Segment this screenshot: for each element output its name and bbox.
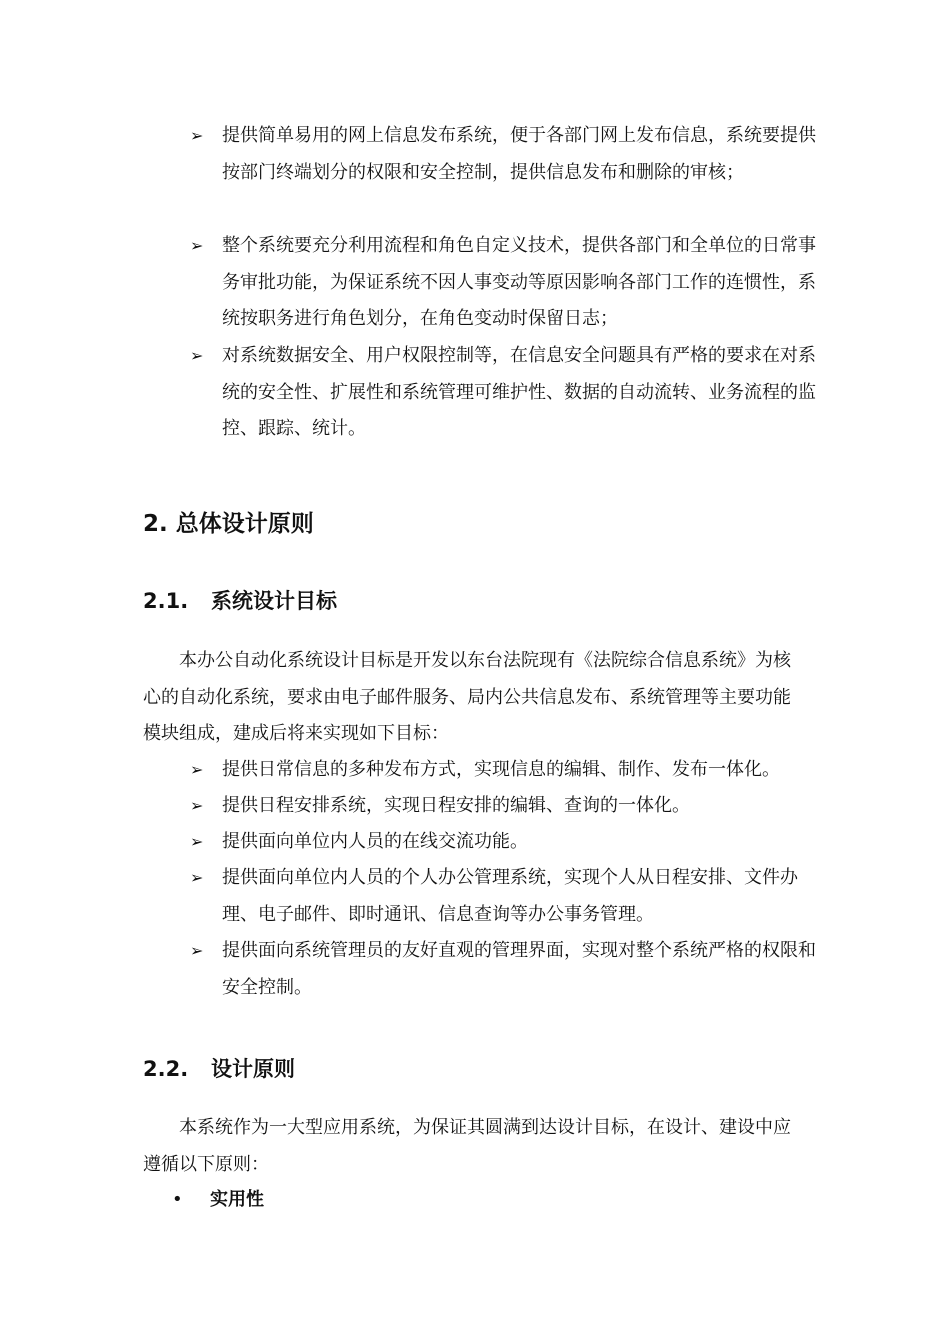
section-number: 2. [143,511,168,537]
list-item-text: 提供简单易用的网上信息发布系统，便于各部门网上发布信息，系统要提供按部门终端划分的权限和安全控制，提供信息发布和删除的审核； [222,125,816,183]
arrow-bullet-icon: ➢ [190,832,204,851]
subsection-title: 设计原则 [211,1057,295,1081]
list-item [190,933,820,1006]
arrow-bullet-icon: ➢ [190,796,204,815]
list-item [190,338,820,448]
list-item-text: 提供日常信息的多种发布方式，实现信息的编辑、制作、发布一体化。 [222,759,780,780]
subsection-number: 2.2. [143,1057,189,1081]
section-heading [143,505,314,538]
body-paragraph: 本系统作为一大型应用系统，为保证其圆满到达设计目标，在设计、建设中应遵循以下原则： [143,1117,791,1175]
list-item-text: 提供日程安排系统，实现日程安排的编辑、查询的一体化。 [222,795,690,816]
list-item [190,824,820,861]
section-title: 总体设计原则 [175,511,314,537]
principle-label: 实用性 [210,1189,264,1210]
arrow-bullet-icon: ➢ [190,126,204,145]
body-paragraph: 本办公自动化系统设计目标是开发以东台法院现有《法院综合信息系统》为核心的自动化系统，要求由电子邮件服务、局内公共信息发布、系统管理等主要功能模块组成，建成后将来实现如下目标： [143,650,791,744]
arrow-bullet-icon: ➢ [190,941,204,960]
list-item [190,118,820,191]
list-item-text: 提供面向系统管理员的友好直观的管理界面，实现对整个系统严格的权限和安全控制。 [222,940,816,998]
list-item-text: 整个系统要充分利用流程和角色自定义技术，提供各部门和全单位的日常事务审批功能，为保证系统不因人事变动等原因影响各部门工作的连惯性，系统按职务进行角色划分，在角色变动时保留日志； [222,235,816,329]
subsection-heading [143,585,337,615]
list-item [190,752,820,789]
list-item [190,788,820,825]
arrow-bullet-icon: ➢ [190,346,204,365]
subsection-heading [143,1053,295,1083]
arrow-bullet-icon: ➢ [190,868,204,887]
dot-bullet-icon: • [172,1189,183,1210]
arrow-bullet-icon: ➢ [190,236,204,255]
subsection-number: 2.1. [143,589,189,613]
subsection-title: 系统设计目标 [211,589,337,613]
arrow-bullet-icon: ➢ [190,760,204,779]
list-item [190,228,820,338]
list-item-text: 提供面向单位内人员的在线交流功能。 [222,831,528,852]
list-item [190,860,820,933]
list-item-text: 提供面向单位内人员的个人办公管理系统，实现个人从日程安排、文件办理、电子邮件、即时通讯、信息查询等办公事务管理。 [222,867,798,925]
list-item-text: 对系统数据安全、用户权限控制等，在信息安全问题具有严格的要求在对系统的安全性、扩展性和系统管理可维护性、数据的自动流转、业务流程的监控、跟踪、统计。 [222,345,816,439]
principle-item [172,1185,264,1215]
